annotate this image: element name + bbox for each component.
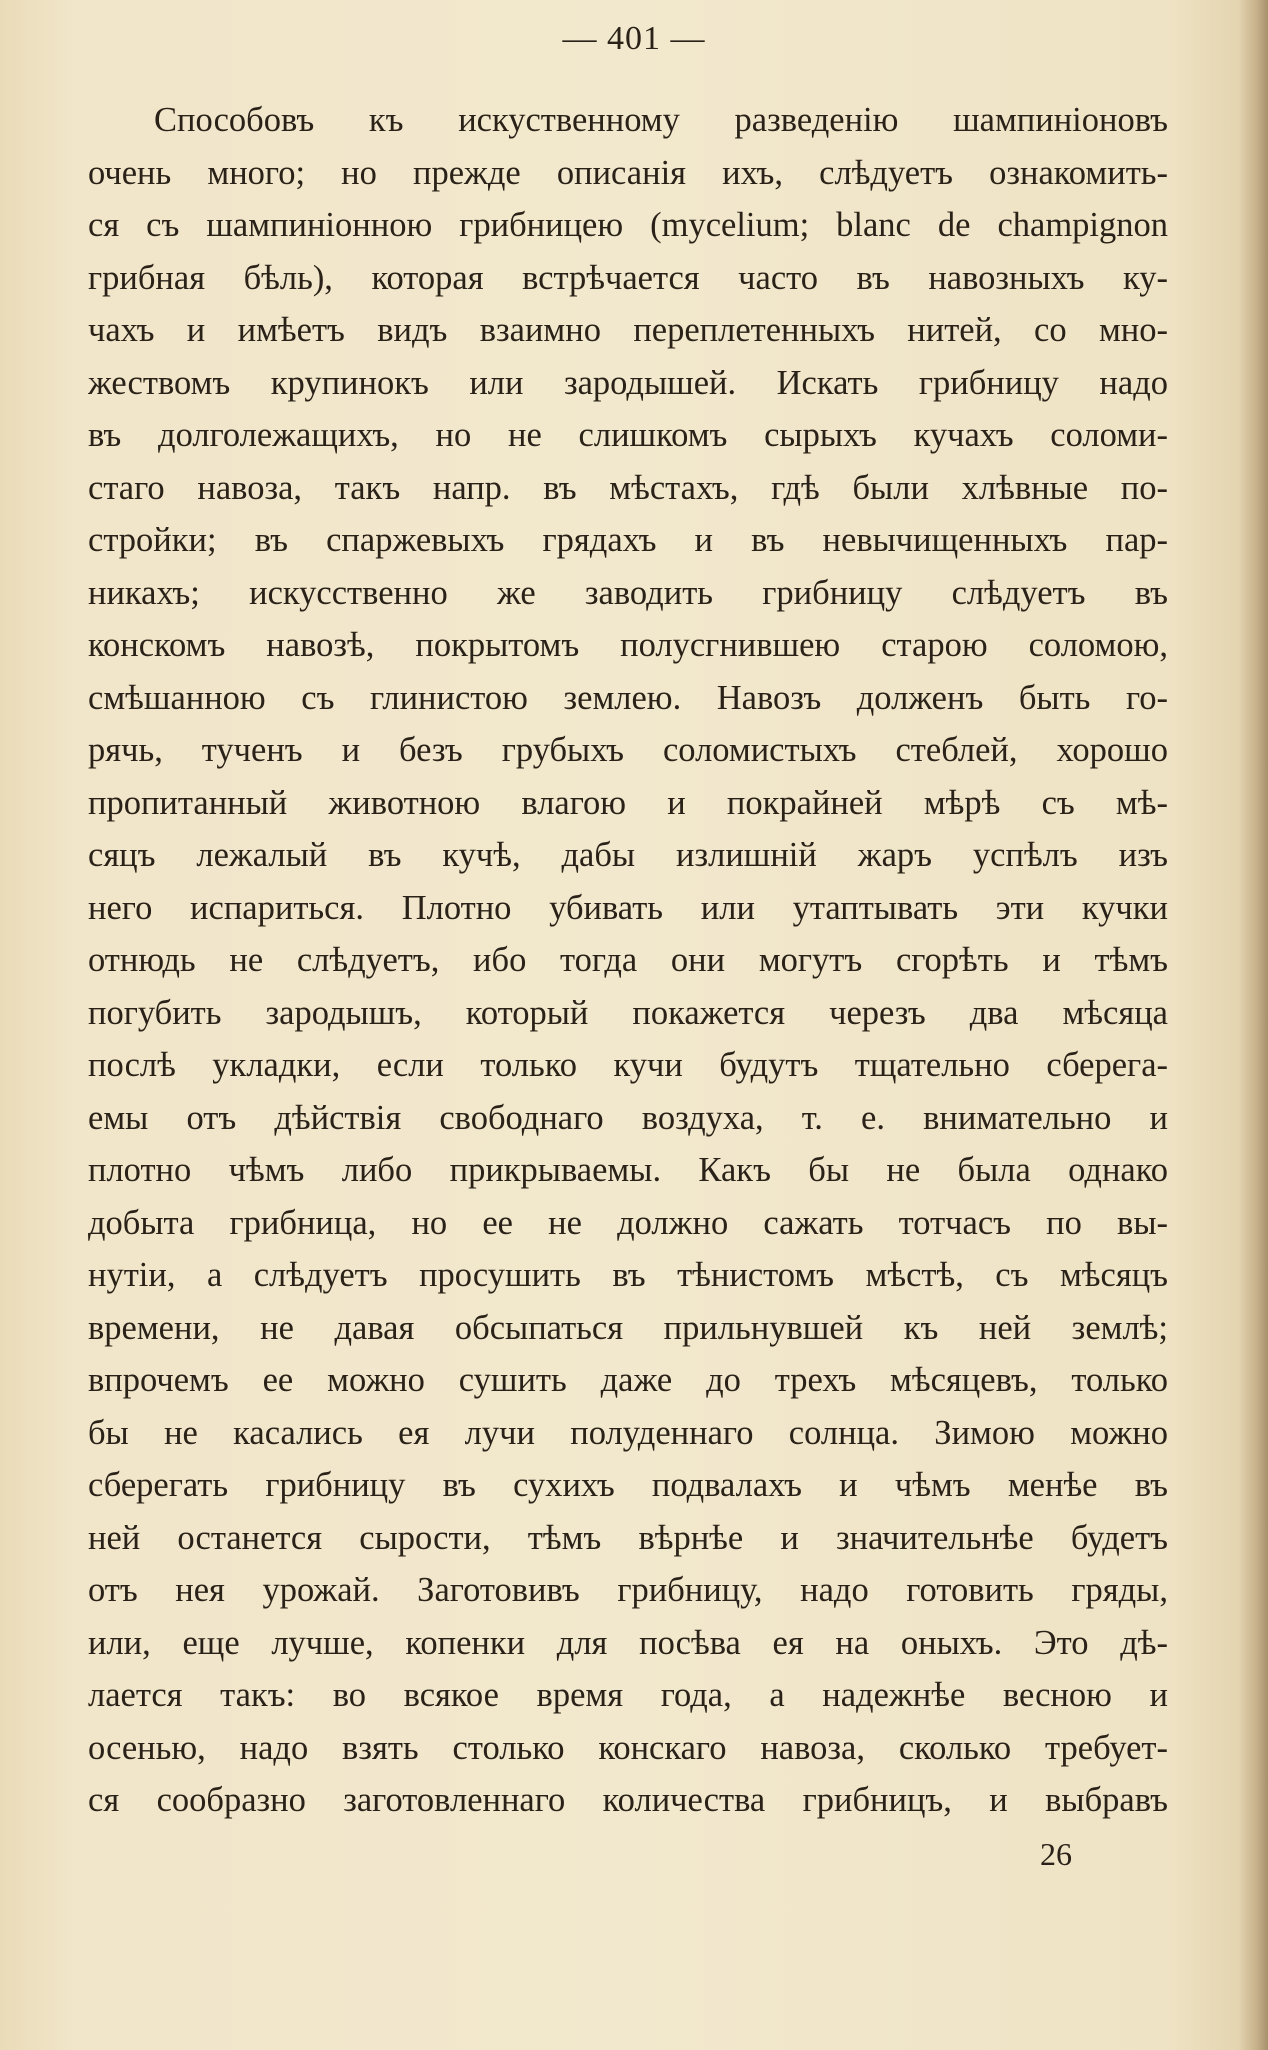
text-line: конскомъ навозѣ, покрытомъ полусгнившею старою соломою, <box>88 626 1168 664</box>
text-line: сяцъ лежалый въ кучѣ, дабы излишній жаръ успѣлъ изъ <box>88 836 1168 874</box>
text-line: Способовъ къ искуственному разведенію шампиніоновъ <box>154 101 1168 139</box>
text-line: стаго навоза, такъ напр. въ мѣстахъ, гдѣ были хлѣвные по- <box>88 468 1168 507</box>
text-line: плотно чѣмъ либо прикрываемы. Какъ бы не была однако <box>88 1151 1168 1189</box>
text-line: рячь, тученъ и безъ грубыхъ соломистыхъ стеблей, хорошо <box>88 731 1168 769</box>
text-line: стройки; въ спаржевыхъ грядахъ и въ невычищенныхъ пар- <box>88 521 1168 559</box>
signature-mark: 26 <box>1040 1836 1072 1872</box>
text-line: добыта грибница, но ее не должно сажать тотчасъ по вы- <box>88 1203 1168 1242</box>
text-line: емы отъ дѣйствія свободнаго воздуха, т. е. внимательно и <box>88 1098 1168 1137</box>
text-line: отъ нея урожай. Заготовивъ грибницу, надо готовить гряды, <box>88 1571 1168 1609</box>
text-line: чахъ и имѣетъ видъ взаимно переплетенныхъ нитей, со мно- <box>88 311 1168 349</box>
text-line: очень много; но прежде описанія ихъ, слѣдуетъ ознакомить- <box>88 153 1168 192</box>
text-line: пропитанный животною влагою и покрайней мѣрѣ съ мѣ- <box>88 783 1168 822</box>
text-line: сберегать грибницу въ сухихъ подвалахъ и чѣмъ менѣе въ <box>88 1466 1168 1504</box>
page-number-header: — 401 — <box>562 20 706 57</box>
text-line: впрочемъ ее можно сушить даже до трехъ мѣсяцевъ, только <box>88 1361 1168 1399</box>
text-line: грибная бѣль), которая встрѣчается часто въ навозныхъ ку- <box>88 258 1168 297</box>
text-line: времени, не давая обсыпаться прильнувшей къ ней землѣ; <box>88 1308 1168 1347</box>
text-line: отнюдь не слѣдуетъ, ибо тогда они могутъ сгорѣть и тѣмъ <box>88 941 1168 979</box>
text-line: нутіи, а слѣдуетъ просушить въ тѣнистомъ мѣстѣ, съ мѣсяцъ <box>88 1256 1168 1294</box>
text-line: осенью, надо взять столько конскаго навоза, сколько требует- <box>88 1728 1168 1767</box>
text-line: ся сообразно заготовленнаго количества грибницъ, и выбравъ <box>88 1781 1168 1819</box>
text-line: бы не касались ея лучи полуденнаго солнца. Зимою можно <box>88 1413 1168 1452</box>
text-line: погубить зародышъ, который покажется черезъ два мѣсяца <box>88 993 1168 1032</box>
text-line: никахъ; искусственно же заводить грибницу слѣдуетъ въ <box>88 573 1168 612</box>
text-line: смѣшанною съ глинистою землею. Навозъ долженъ быть го- <box>88 678 1168 717</box>
text-line: лается такъ: во всякое время года, а надежнѣе весною и <box>88 1676 1168 1714</box>
text-line: послѣ укладки, если только кучи будутъ тщательно сберега- <box>88 1046 1168 1084</box>
text-line: него испариться. Плотно убивать или утаптывать эти кучки <box>88 888 1168 927</box>
text-line: жествомъ крупинокъ или зародышей. Искать грибницу надо <box>88 363 1168 402</box>
text-line: или, еще лучше, копенки для посѣва ея на оныхъ. Это дѣ- <box>88 1623 1168 1662</box>
text-line: ней останется сырости, тѣмъ вѣрнѣе и значительнѣе будетъ <box>88 1518 1168 1557</box>
text-line: въ долголежащихъ, но не слишкомъ сырыхъ кучахъ соломи- <box>88 416 1168 454</box>
text-line: ся съ шампиніонною грибницею (mycelium; blanc de champignon <box>88 206 1168 244</box>
body-text <box>88 94 1168 1827</box>
page-edge-shadow <box>1238 0 1268 2050</box>
